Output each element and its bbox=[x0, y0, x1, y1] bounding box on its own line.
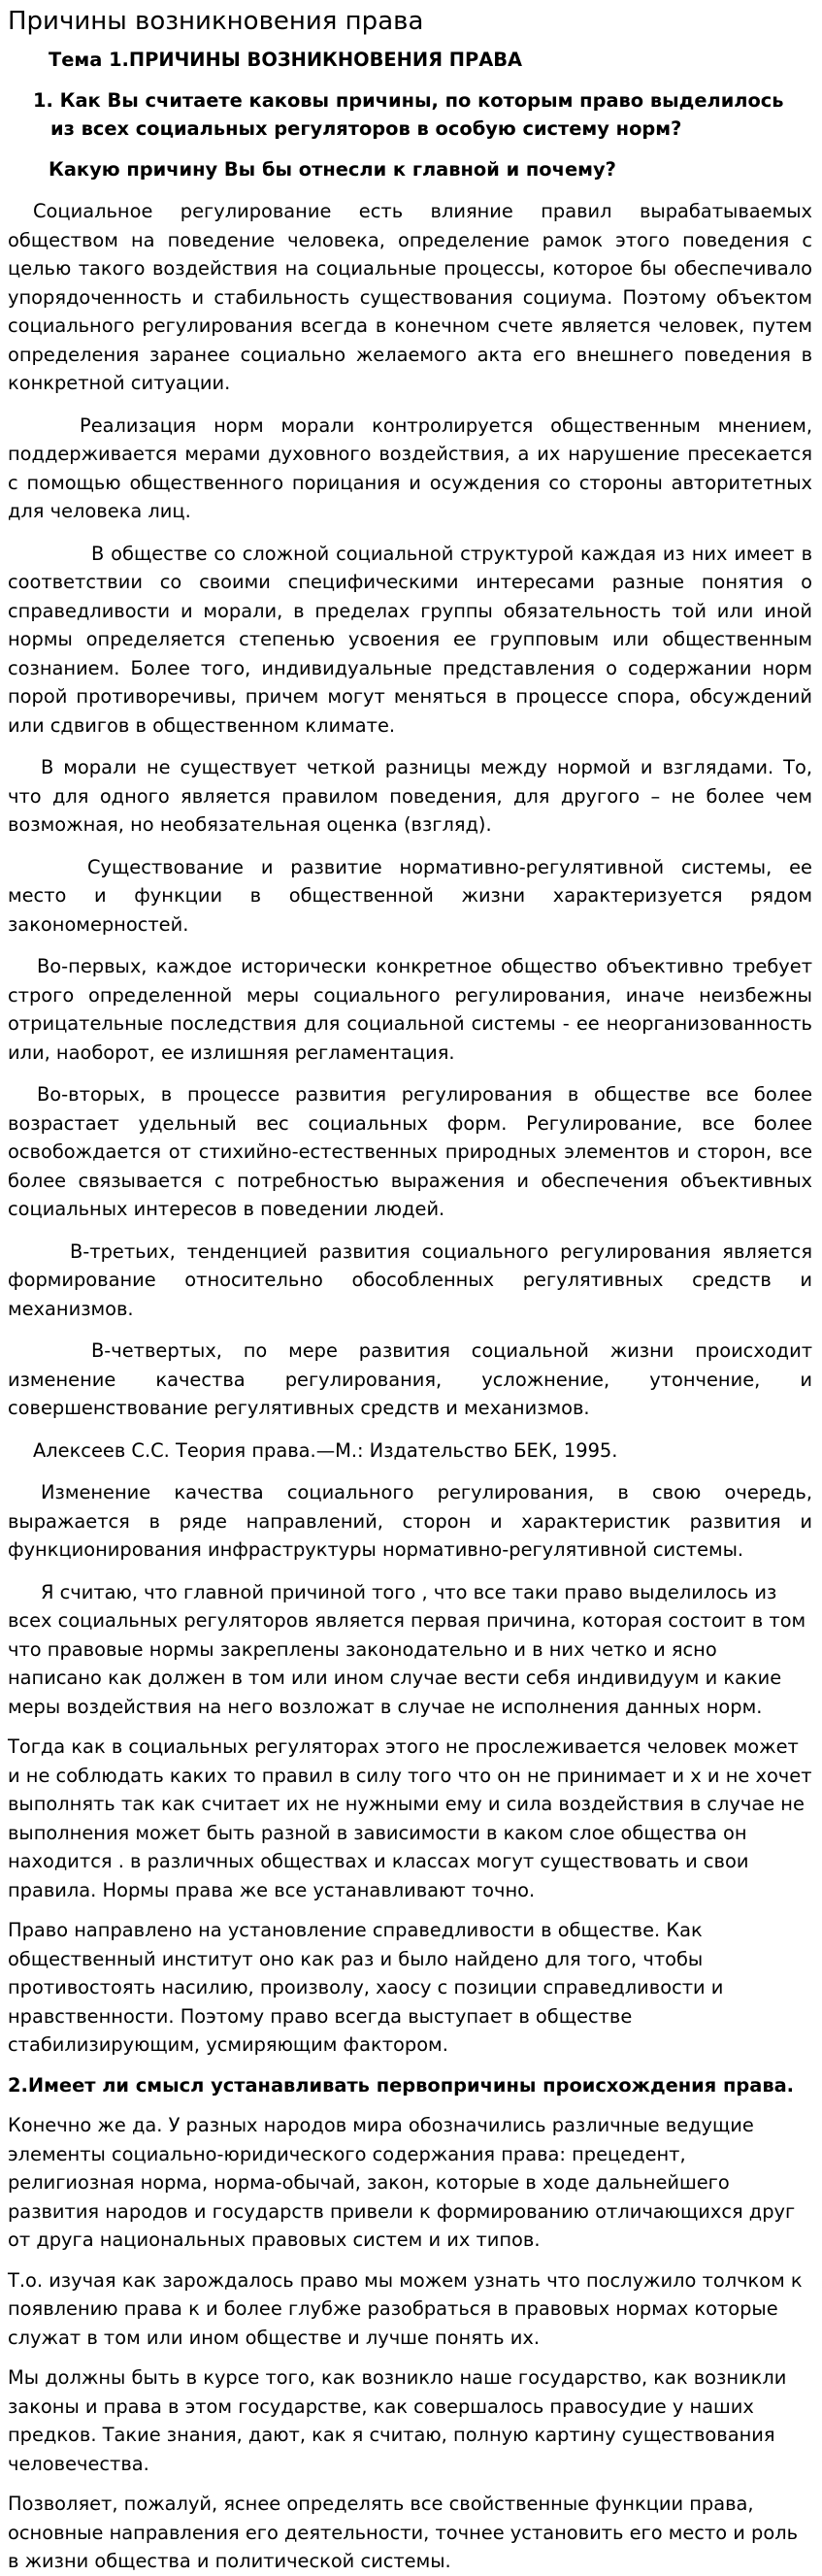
paragraph-quality-change: Изменение качества социального регулирования, в свою очередь, выражается в ряде направлений, сторон и характеристик развития и функционирования инфраструктуры нормативно-регулятивной системы. bbox=[8, 1481, 812, 1561]
paragraph-answer-yes: Конечно же да. У разных народов мира обозначились различные ведущие элементы социально-юридического содержания права: прецедент, религиозная норма, норма-обычай, закон, которые в ходе дальнейшего развития народов и государств привели к формированию отличающихся друг от друга национальных правовых систем и их типов. bbox=[8, 2114, 796, 2251]
question-2: 2.Имеет ли смысл устанавливать первопричины происхождения права. bbox=[8, 2073, 795, 2097]
question-1 bbox=[8, 86, 812, 144]
paragraph-studying-origins: Т.о. изучая как зарождалось право мы можем узнать что послужило толчком к появлению права к и более глубже разобраться в правовых нормах которые служат в том или ином обществе и лучше понять их. bbox=[8, 2268, 803, 2349]
topic-heading: Тема 1.ПРИЧИНЫ ВОЗНИКНОВЕНИЯ ПРАВА bbox=[49, 49, 523, 71]
paragraph-secondly: Во-вторых, в процессе развития регулирования в обществе все более возрастает удельный вес социальных форм. Регулирование, все более освобождается от стихийно-естественных природных элементов и сторон, все более связывается с потребностью выражения и обеспечения объективных социальных интересов в поведении людей. bbox=[8, 1083, 812, 1220]
paragraph-morality-norms: Реализация норм морали контролируется общественным мнением, поддерживается мерами духовного воздействия, а их нарушение пресекается с помощью общественного порицания и осуждения со стороны авторитетных для человека лиц. bbox=[8, 413, 812, 522]
paragraph-history-knowledge: Мы должны быть в курсе того, как возникло наше государство, как возникли законы и права в этом государстве, как совершалось правосудие у наших предков. Такие знания, дают, как я считаю, полную картину существования человечества. bbox=[8, 2366, 787, 2475]
paragraph-fourthly: В-четвертых, по мере развития социальной жизни происходит изменение качества регулирования, усложнение, утончение, и совершенствование регулятивных средств и механизмов. bbox=[8, 1339, 812, 1419]
question-1-number: 1. bbox=[33, 88, 53, 112]
paragraph-functions-of-law: Позволяет, пожалуй, яснее определять все свойственные функции права, основные направления его деятельности, точнее установить его место и роль в жизни общества и политической системы. bbox=[8, 2493, 799, 2572]
question-1-subquestion: Какую причину Вы бы отнесли к главной и почему? bbox=[49, 157, 616, 181]
paragraph-norm-vs-views: В морали не существует четкой разницы между нормой и взглядами. То, что для одного является правилом поведения, для другого – не более чем возможная, но необязательная оценка (взгляд). bbox=[8, 756, 812, 836]
paragraph-regularities: Существование и развитие нормативно-регулятивной системы, ее место и функции в общественной жизни характеризуется рядом закономерностей. bbox=[8, 855, 812, 936]
paragraph-main-reason: Я считаю, что главной причиной того , что все таки право выделилось из всех социальных регуляторов является первая причина, которая состоит в том что правовые нормы закреплены законодательно и в них четко и ясно написано как должен в том или ином случае вести себя индивидуум и какие меры воздействия на него возложат в случае не исполнения данных норм. bbox=[8, 1580, 806, 1718]
paragraph-firstly: Во-первых, каждое исторически конкретное общество объективно требует строго определенной меры социального регулирования, иначе неизбежны отрицательные последствия для социальной системы - ее неорганизованность или, наоборот, ее излишняя регламентация. bbox=[8, 955, 812, 1064]
question-1-text: Как Вы считаете каковы причины, по которым право выделилось из всех социальных регуляторов в особую систему норм? bbox=[50, 88, 784, 140]
page-title: Причины возникновения права bbox=[8, 7, 424, 36]
paragraph-justice: Право направлено на установление справедливости в обществе. Как общественный институт оно как раз и было найдено для того, чтобы противостоять насилию, произволу, хаосу с позиции справедливости и нравственности. Поэтому право всегда выступает в обществе стабилизирующим, усмиряющим фактором. bbox=[8, 1919, 724, 2056]
paragraph-social-regulators: Тогда как в социальных регуляторах этого не прослеживается человек может и не соблюдать каких то правил в силу того что он не принимает и х и не хочет выполнять так как считает их не нужными ему и сила воздействия в случае не выполнения может быть разной в зависимости в каком слое общества он находится . в различных обществах и классах могут существовать и свои правила. Нормы права же все устанавливают точно. bbox=[8, 1735, 812, 1901]
citation: Алексеев С.С. Теория права.—М.: Издательство БЕК, 1995. bbox=[33, 1438, 618, 1462]
paragraph-social-regulation: Социальное регулирование есть влияние правил вырабатываемых обществом на поведение человека, определение рамок этого поведения с целью такого воздействия на социальные процессы, которое бы обеспечивало упорядоченность и стабильность существования социума. Поэтому объектом социального регулирования всегда в конечном счете является человек, путем определения заранее социально желаемого акта его внешнего поведения в конкретной ситуации. bbox=[8, 200, 812, 394]
paragraph-thirdly: В-третьих, тенденцией развития социального регулирования является формирование относительно обособленных регулятивных средств и механизмов. bbox=[8, 1239, 812, 1320]
paragraph-complex-society: В обществе со сложной социальной структурой каждая из них имеет в соответствии со своими специфическими интересами разные понятия о справедливости и морали, в пределах группы обязательность той или иной нормы определяется степенью усвоения ее групповым или общественным сознанием. Более того, индивидуальные представления о содержании норм порой противоречивы, причем могут меняться в процессе спора, обсуждений или сдвигов в общественном климате. bbox=[8, 542, 812, 737]
